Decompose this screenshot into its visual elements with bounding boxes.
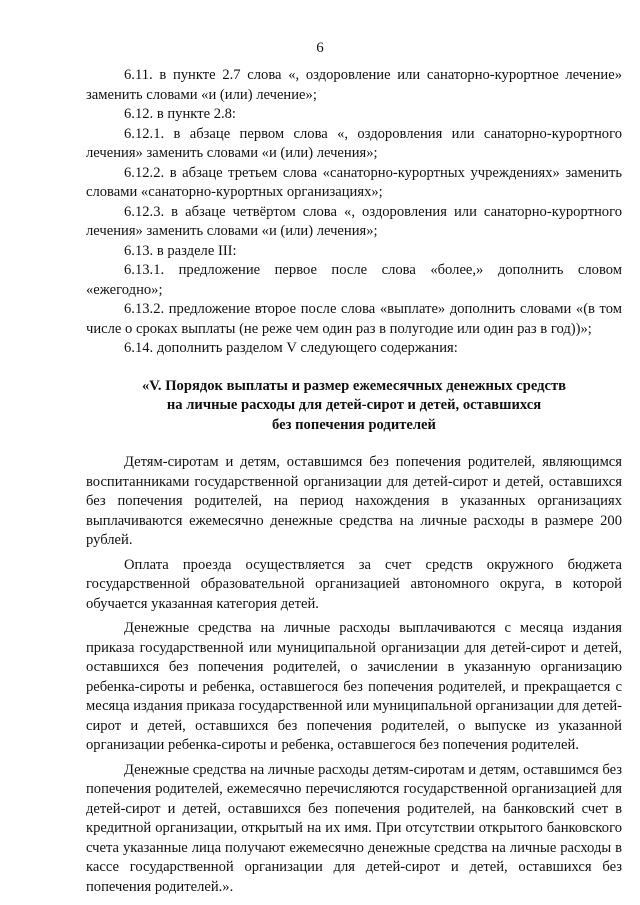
amendment-6-12-1: 6.12.1. в абзаце первом слова «, оздоровления или санаторно-курортного лечения» заменить словами «и (или) лечения»; bbox=[86, 125, 622, 161]
amendment-6-12-3: 6.12.3. в абзаце четвёртом слова «, оздоровления или санаторно-курортного лечения» заменить словами «и (или) лечения»; bbox=[86, 203, 622, 239]
amendment-6-11: 6.11. в пункте 2.7 слова «, оздоровление или санаторно-курортное лечение» заменить словами «и (или) лечение»; bbox=[86, 67, 622, 103]
amendment-6-12: 6.12. в пункте 2.8: bbox=[124, 106, 236, 122]
document-content bbox=[86, 66, 622, 897]
section-paragraph: Денежные средства на личные расходы детям-сиротам и детям, оставшимся без попечения родителей, ежемесячно перечисляются государственной организацией для детей-сирот и детей, оставшихся без попечения родителей, на банковский счет в кредитной организации, открытый на их имя. При отсутствии открытого банковского счета указанные лица получают ежемесячно денежные средства на личные расходы в кассе государственной организации для детей-сирот и детей, оставшихся без попечения родителей.». bbox=[86, 761, 622, 895]
section-body bbox=[86, 453, 622, 897]
section-title-line-2: на личные расходы для детей-сирот и детей, оставшихся bbox=[166, 397, 542, 413]
amendment-6-13-2: 6.13.2. предложение второе после слова «выплате» дополнить словами «(в том числе о сроках выплаты (не реже чем один раз в полугодие или один раз в год))»; bbox=[86, 301, 622, 337]
amendment-6-13-1: 6.13.1. предложение первое после слова «более,» дополнить словом «ежегодно»; bbox=[86, 262, 622, 298]
page-number: 6 bbox=[316, 40, 324, 56]
section-title-line-3: без попечения родителей bbox=[272, 416, 436, 433]
amendment-6-12-2: 6.12.2. в абзаце третьем слова «санаторно-курортных учреждениях» заменить словами «санаторно-курортных организациях»; bbox=[86, 164, 622, 200]
amendment-6-14: 6.14. дополнить разделом V следующего содержания: bbox=[124, 340, 458, 356]
section-title bbox=[86, 377, 622, 436]
section-paragraph: Денежные средства на личные расходы выплачиваются с месяца издания приказа государственной или муниципальной организации для детей-сирот и детей, оставшихся без попечения родителей, о зачислении в указанную организацию ребенка-сироты и ребенка, оставшегося без попечения родителей, и прекращается с месяца издания приказа государственной или муниципальной организации для детей-сирот и детей, оставшихся без попечения родителей, о выпуске из указанной организации ребенка-сироты и ребенка, оставшегося без попечения родителей. bbox=[86, 620, 622, 753]
section-title-line-1: «V. Порядок выплаты и размер ежемесячных денежных средств bbox=[141, 377, 567, 394]
amendment-6-13: 6.13. в разделе III: bbox=[124, 242, 237, 259]
section-paragraph: Оплата проезда осуществляется за счет средств окружного бюджета государственной образовательной организацией автономного округа, в которой обучается указанная категория детей. bbox=[86, 556, 622, 612]
section-paragraph: Детям-сиротам и детям, оставшимся без попечения родителей, являющимся воспитанниками государственной организации для детей-сирот и детей, оставшихся без попечения родителей, на период нахождения в указанных организациях выплачиваются ежемесячно денежные средства на личные расходы в размере 200 рублей. bbox=[86, 454, 622, 548]
